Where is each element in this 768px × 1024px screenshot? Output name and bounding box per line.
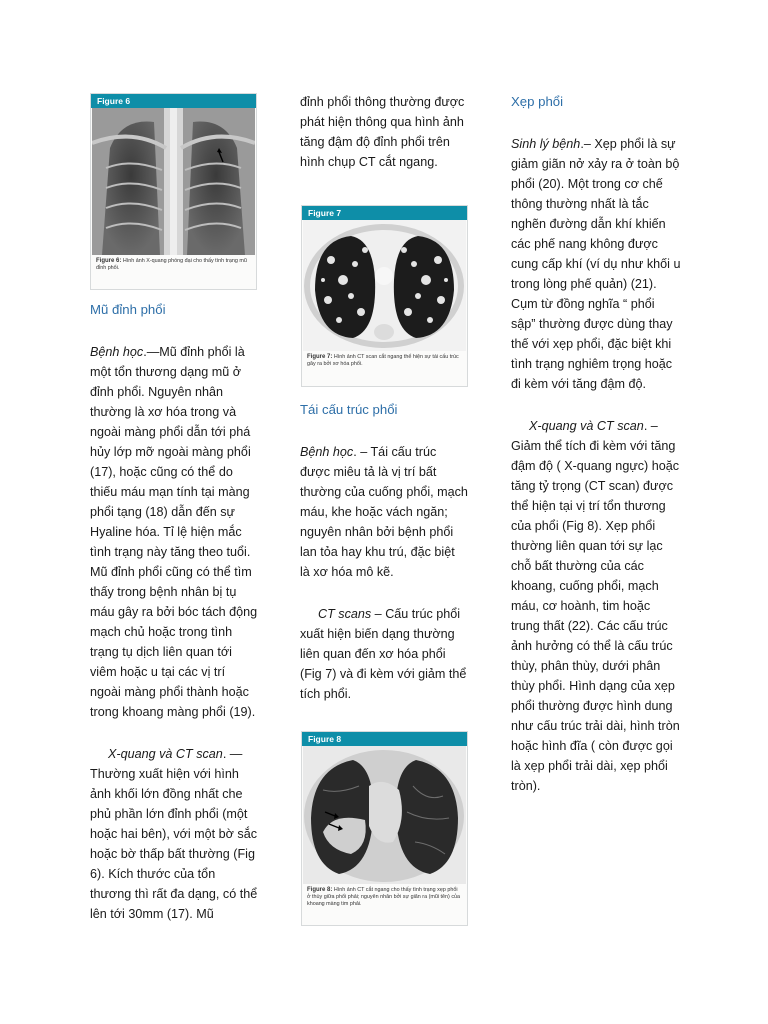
figure-6-caption-label: Figure 6: (96, 258, 122, 264)
figure-8-caption-text: Hình ảnh CT cắt ngang cho thấy tình trạng xẹp phổi ở thùy giữa phổi phải; nguyên nhân bởi sự giãn ra (mũi tên) của khoang màng tim phải. (307, 887, 461, 907)
figure-6-label: Figure 6 (91, 94, 256, 108)
figure-6-caption-text: Hình ảnh X-quang phóng đại cho thấy tình trạng mũ đỉnh phổi. (96, 258, 247, 271)
section-heading-xep-phoi: Xẹp phổi (511, 94, 564, 109)
paragraph-text: .—Mũ đỉnh phổi là một tổn thương dạng mũ ở đỉnh phổi. Nguyên nhân thường là xơ hóa trong và ngoài màng phổi dẫn tới phá hủy lớp mỡ ngoài màng phổi (17), hoặc cũng có thể do thiếu máu mạn tính tại màng phổi tạng (18) dẫn đến sự Hyaline hóa. Tỉ lệ hiện mắc tình trạng này tăng theo tuổi. Mũ đỉnh phổi cũng có thể tìm thấy trong bệnh nhân bị tụ máu gây ra bởi bóc tách động mạch chủ hoặc trong tình trạng tụ dịch liên quan tới viêm hoặc u tại các vị trí ngoài màng phổi thành hoặc trong khoang màng phổi (19). (90, 345, 258, 719)
paragraph-text: . – Giảm thể tích đi kèm với tăng đậm độ ( X-quang ngực) hoặc tăng tỷ trọng (CT scan) được thể hiện tại vị trí tổn thương của phổi (Fig 8). Xẹp phổi thường liên quan tới sự lạc chỗ bất thường của các khoang, cuống phổi, mạch máu, cơ hoành, tim hoặc trung thất (22). Các cấu trúc ảnh hưởng có thể là cấu trúc thùy, phân thùy, dưới phân thùy phổi. Hình dạng của xẹp phổi thường được hình dung như cấu trúc trải dài, hình tròn hoặc hình đĩa ( còn được gọi là xẹp phổi trải dài, xẹp phổi tròn). (511, 419, 680, 793)
paragraph-text: – Cấu trúc phổi xuất hiện biến dạng thường liên quan đến xơ hóa phổi (Fig 7) và đi kèm với giảm thể tích phổi. (300, 607, 467, 701)
paragraph-ct-scans (300, 604, 468, 704)
figure-8 (301, 731, 468, 926)
figure-6-caption (91, 255, 256, 275)
paragraph-lead: CT scans (318, 607, 372, 621)
figure-7-caption-label: Figure 7: (307, 354, 333, 360)
paragraph-lead: X-quang và CT scan (529, 419, 644, 433)
figure-8-caption (302, 884, 467, 911)
figure-8-label: Figure 8 (302, 732, 467, 746)
paragraph-text: . — Thường xuất hiện với hình ảnh khối lớn đồng nhất che phủ phần lớn đỉnh phổi (một hoặc hai bên), với một bờ sắc hoặc bờ thấp bất thường (Fig 6). Kích thước của tổn thương thì rất đa dạng, có thể lên tới 30mm (17). Mũ (90, 747, 258, 921)
paragraph-text: . – Tái cấu trúc được miêu tả là vị trí bất thường của cuống phổi, mạch máu, khe hoặc vách ngăn; nguyên nhân bởi bệnh phổi lan tỏa hay khu trú, đặc biệt là xơ hóa mô kẽ. (300, 445, 468, 579)
section-heading-mu-dinh-phoi: Mũ đỉnh phổi (90, 302, 166, 317)
paragraph-benh-hoc-2 (300, 442, 468, 582)
figure-7 (301, 205, 468, 387)
figure-7-caption-text: Hình ảnh CT scan cắt ngang thể hiện sự tái cấu trúc gây ra bởi xơ hóa phổi. (307, 354, 459, 367)
paragraph-lead: X-quang và CT scan (108, 747, 223, 761)
column-3 (511, 92, 681, 796)
paragraph-sinh-ly-benh (511, 134, 681, 394)
paragraph-text: .– Xẹp phổi là sự giảm giãn nở xảy ra ở toàn bộ phổi (20). Một trong cơ chế thông thường nhất là tắc nghẽn đường dẫn khí khiến các phế nang không được cung cấp khí (ví dụ như khối u trong lòng phế quản) (21). Cụm từ đồng nghĩa “ phổi sập” thường được dùng thay thế với xẹp phổi, đặc biệt khi tình trạng nghiêm trọng hoặc đi kèm với tăng đậm độ. (511, 137, 681, 391)
figure-8-caption-label: Figure 8: (307, 887, 333, 893)
chest-xray-image (92, 108, 255, 255)
paragraph-xquang-1 (90, 744, 258, 924)
figure-7-label: Figure 7 (302, 206, 467, 220)
paragraph-lead: Bệnh học (90, 345, 144, 359)
paragraph-lead: Sinh lý bệnh (511, 137, 581, 151)
column-2 (300, 92, 468, 172)
figure-7-caption (302, 351, 467, 371)
paragraph-lead: Bệnh học (300, 445, 354, 459)
ct-atelectasis-image (303, 746, 466, 884)
ct-fibrosis-image (303, 220, 466, 351)
figure-6 (90, 93, 257, 290)
column-1 (90, 300, 258, 924)
column-2-lower (300, 400, 468, 704)
section-heading-tai-cau-truc-phoi: Tái cấu trúc phổi (300, 402, 398, 417)
paragraph-continuation: đỉnh phổi thông thường được phát hiện thông qua hình ảnh tăng đậm độ đỉnh phổi trên hình chụp CT cắt ngang. (300, 95, 465, 169)
paragraph-xquang-3 (511, 416, 681, 796)
paragraph-benh-hoc-1 (90, 342, 258, 722)
